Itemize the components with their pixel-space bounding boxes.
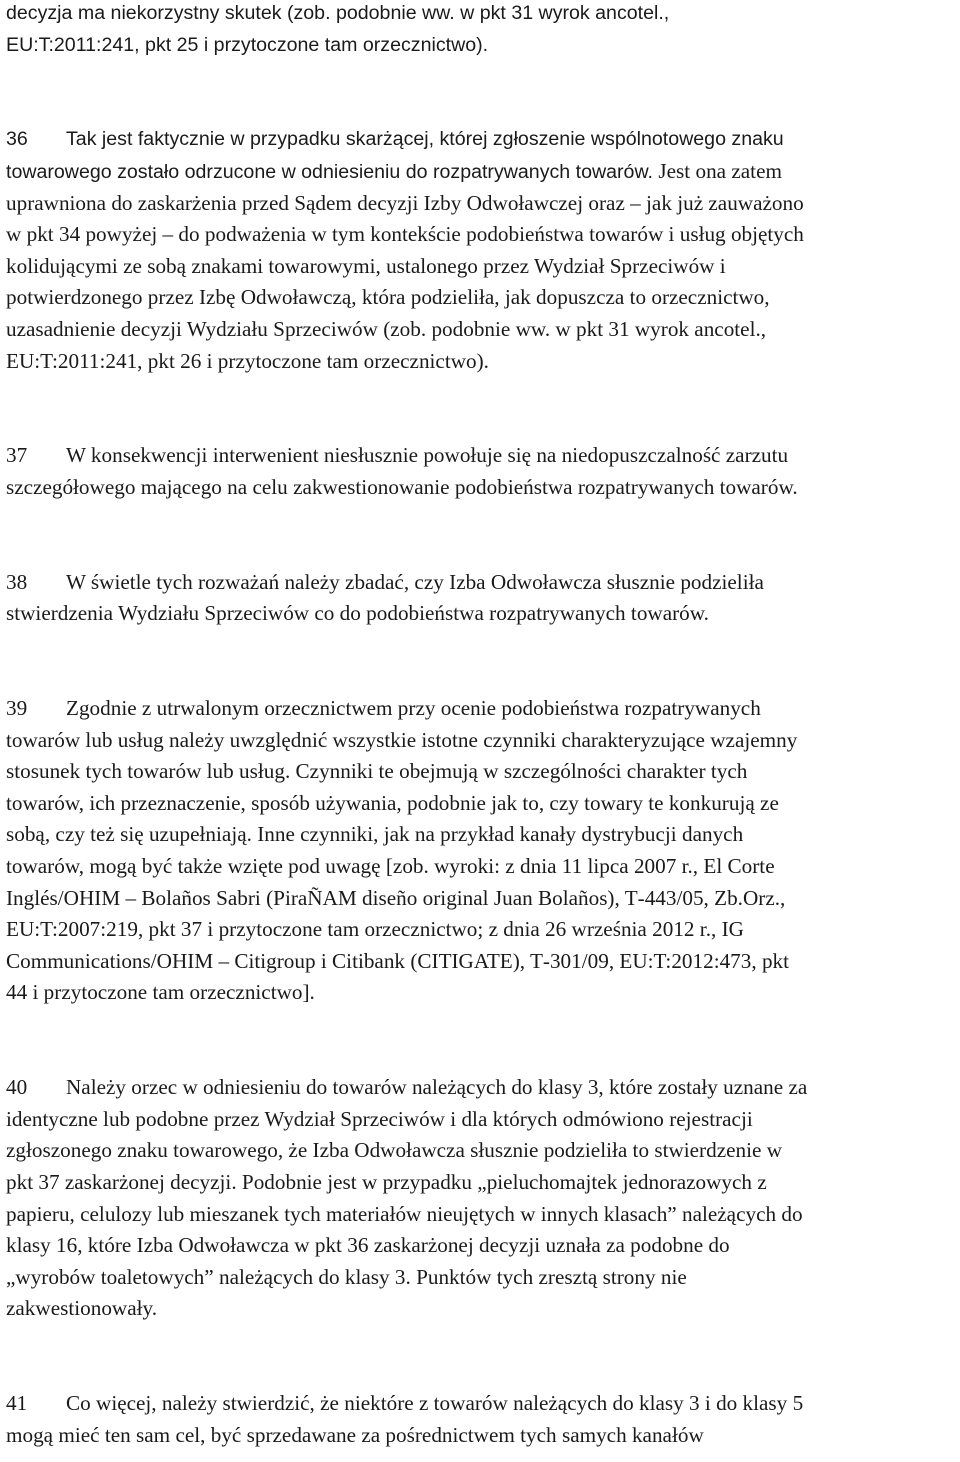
text-line: identyczne lub podobne przez Wydział Sprzeciwów i dla których odmówiono rejestracji (6, 1106, 753, 1131)
text-line: EU:T:2011:241, pkt 25 i przytoczone tam orzecznictwo). (6, 33, 489, 56)
text-line: w pkt 34 powyżej – do podważenia w tym kontekście podobieństwa towarów i usług objętych (6, 222, 804, 247)
text-line: stwierdzenia Wydziału Sprzeciwów co do podobieństwa rozpatrywanych towarów. (6, 601, 709, 626)
paragraph-38 (6, 567, 956, 630)
text-line (6, 156, 956, 188)
text-line: towarów, ich przeznaczenie, sposób używania, podobnie jak to, czy towary te konkurują ze (6, 790, 779, 815)
text-line: klasy 16, które Izba Odwoławcza w pkt 36 zaskarżonej decyzji uznała za podobne do (6, 1233, 730, 1258)
text-line: towarów, mogą być także wzięte pod uwagę [zob. wyroki: z dnia 11 lipca 2007 r., El Corte (6, 854, 775, 879)
text-line: Inglés/OHIM – Bolaños Sabri (PiraÑAM diseño original Juan Bolaños), T‑443/05, Zb.Orz., (6, 885, 786, 910)
paragraph-41 (6, 1388, 956, 1451)
paragraph-36 (6, 124, 956, 377)
text-line: mogą mieć ten sam cel, być sprzedawane za pośrednictwem tych samych kanałów (6, 1422, 704, 1447)
text-segment: Co więcej, należy stwierdzić, że niektóre z towarów należących do klasy 3 i do klasy 5 (66, 1391, 804, 1416)
document-page (6, 0, 956, 1451)
text-line: zgłoszonego znaku towarowego, że Izba Odwoławcza słusznie podzieliła to stwierdzenie w (6, 1138, 782, 1163)
text-segment: Jest ona zatem (658, 158, 782, 183)
paragraph-continuation (6, 0, 956, 61)
text-line (6, 124, 956, 156)
text-line: papieru, celulozy lub mieszanek tych materiałów nieujętych w innych klasach” należących do (6, 1201, 803, 1226)
text-line: EU:T:2011:241, pkt 26 i przytoczone tam orzecznictwo). (6, 348, 489, 373)
text-line: 44 i przytoczone tam orzecznictwo]. (6, 980, 315, 1005)
text-line: zakwestionowały. (6, 1296, 158, 1321)
text-line (6, 1072, 956, 1104)
text-line: EU:T:2007:219, pkt 37 i przytoczone tam orzecznictwo; z dnia 26 września 2012 r., IG (6, 917, 744, 942)
text-line: szczegółowego mającego na celu zakwestionowanie podobieństwa rozpatrywanych towarów. (6, 474, 798, 499)
text-line: kolidującymi ze sobą znakami towarowymi, ustalonego przez Wydział Sprzeciwów i (6, 253, 726, 278)
paragraph-40 (6, 1072, 956, 1325)
text-line: pkt 37 zaskarżonej decyzji. Podobnie jest w przypadku „pieluchomajtek jednorazowych z (6, 1169, 767, 1194)
text-line: uzasadnienie decyzji Wydziału Sprzeciwów (zob. podobnie ww. w pkt 31 wyrok ancotel., (6, 316, 767, 341)
text-line (6, 567, 956, 599)
text-line: decyzja ma niekorzystny skutek (zob. podobnie ww. w pkt 31 wyrok ancotel., (6, 2, 670, 24)
paragraph-number: 38 (6, 569, 28, 594)
text-segment: Tak jest faktycznie w przypadku skarżącej, której zgłoszenie wspólnotowego znaku (66, 128, 784, 151)
paragraph-number: 36 (6, 128, 28, 151)
paragraph-39 (6, 693, 956, 1009)
text-line: „wyrobów toaletowych” należących do klasy 3. Punktów tych zresztą strony nie (6, 1264, 687, 1289)
text-line (6, 693, 956, 725)
text-segment: towarowego zostało odrzucone w odniesieniu do rozpatrywanych towarów. (6, 160, 659, 183)
text-segment: W świetle tych rozważań należy zbadać, czy Izba Odwoławcza słusznie podzieliła (66, 569, 764, 594)
text-line: potwierdzonego przez Izbę Odwoławczą, która podzieliła, jak dopuszcza to orzecznictwo, (6, 285, 770, 310)
paragraph-37 (6, 440, 956, 503)
text-line: stosunek tych towarów lub usług. Czynniki te obejmują w szczególności charakter tych (6, 759, 748, 784)
paragraph-number: 39 (6, 696, 28, 721)
text-segment: W konsekwencji interwenient niesłusznie powołuje się na niedopuszczalność zarzutu (66, 443, 789, 468)
text-line: sobą, czy też się uzupełniają. Inne czynniki, jak na przykład kanały dystrybucji danych (6, 822, 744, 847)
text-line: Communications/OHIM – Citigroup i Citibank (CITIGATE), T‑301/09, EU:T:2012:473, pkt (6, 948, 790, 973)
text-line (6, 1388, 956, 1420)
paragraph-number: 37 (6, 443, 28, 468)
paragraph-number: 41 (6, 1391, 28, 1416)
text-line (6, 440, 956, 472)
text-segment: Należy orzec w odniesieniu do towarów należących do klasy 3, które zostały uznane za (66, 1075, 808, 1100)
text-line: uprawniona do zaskarżenia przed Sądem decyzji Izby Odwoławczej oraz – jak już zauważono (6, 190, 804, 215)
paragraph-number: 40 (6, 1075, 28, 1100)
text-segment: Zgodnie z utrwalonym orzecznictwem przy ocenie podobieństwa rozpatrywanych (66, 696, 761, 721)
text-line: towarów lub usług należy uwzględnić wszystkie istotne czynniki charakteryzujące wzajemny (6, 727, 798, 752)
